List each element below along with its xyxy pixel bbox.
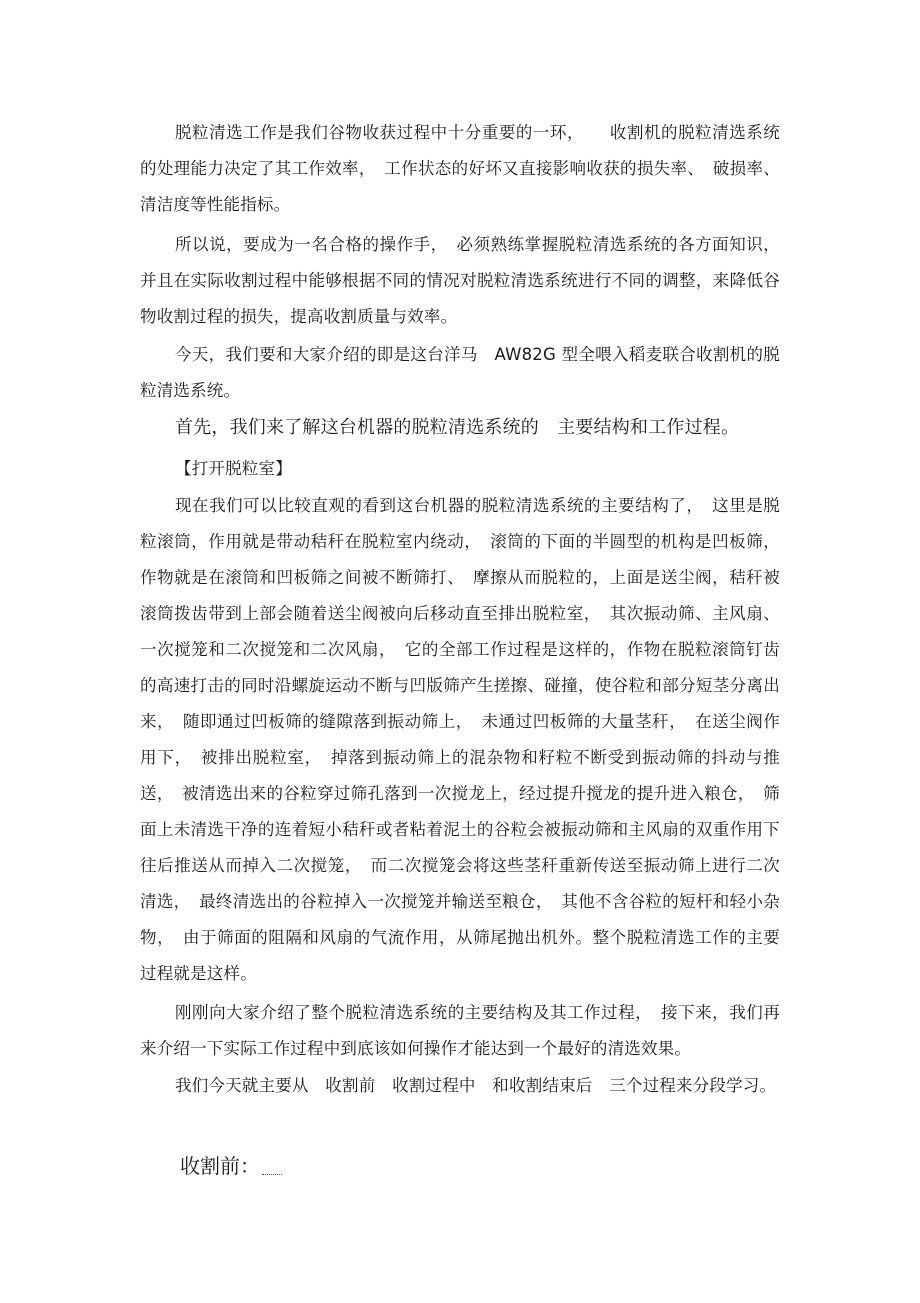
section-heading-text: 收割前：	[180, 1154, 260, 1178]
paragraph-working-process: 现在我们可以比较直观的看到这台机器的脱粒清选系统的主要结构了， 这里是脱粒滚筒，作用就是带动秸秆在脱粒室内绕动， 滚筒的下面的半圆型的机构是凹板筛，作物就是在滚筒和凹板筛之间被不断筛打、 摩擦从而脱粒的，上面是送尘阀，秸秆被滚筒拨齿带到上部会随着送尘阀被向后移动直至排出脱粒室， 其次振动筛、主风扇、一次搅笼和二次搅笼和二次风扇， 它的全部工作过程是这样的，作物在脱粒滚筒钉齿的高速打击的同时沿螺旋运动不断与凹版筛产生搓擦、碰撞，使谷粒和部分短茎分离出来， 随即通过凹板筛的缝隙落到振动筛上， 未通过凹板筛的大量茎秆， 在送尘阀作用下， 被排出脱粒室， 掉落到振动筛上的混杂物和籽粒不断受到振动筛的抖动与推送， 被清选出来的谷粒穿过筛孔落到一次搅龙上，经过提升搅龙的提升进入粮仓， 筛面上未清选干净的连着短小秸秆或者粘着泥土的谷粒会被振动筛和主风扇的双重作用下往后推送从而掉入二次搅笼， 而二次搅笼会将这些茎秆重新传送至振动筛上进行二次清选， 最终清选出的谷粒掉入一次搅笼并输送至粮仓， 其他不含谷粒的短杆和轻小杂物， 由于筛面的阻隔和风扇的气流作用，从筛尾抛出机外。整个脱粒清选工作的主要过程就是这样。	[140, 496, 780, 983]
paragraph-open-chamber: 【打开脱粒室】	[175, 459, 292, 478]
heading-dotted-underline	[262, 1154, 282, 1175]
paragraph-machine-intro: 今天，我们要和大家介绍的即是这台洋马 AW82G 型全喂入稻麦联合收割机的脱粒清选系统。	[140, 345, 780, 400]
paragraph-stages: 我们今天就主要从 收割前 收割过程中 和收割结束后 三个过程来分段学习。	[175, 1076, 777, 1095]
section-heading-before-harvest	[180, 1148, 282, 1184]
paragraph-structure-intro: 首先，我们来了解这台机器的脱粒清选系统的 主要结构和工作过程。	[175, 417, 740, 438]
paragraph-transition: 刚刚向大家介绍了整个脱粒清选系统的主要结构及其工作过程， 接下来，我们再来介绍一下实际工作过程中到底该如何操作才能达到一个最好的清选效果。	[140, 1003, 780, 1058]
paragraph-intro: 脱粒清选工作是我们谷物收获过程中十分重要的一环， 收割机的脱粒清选系统的处理能力决定了其工作效率， 工作状态的好坏又直接影响收获的损失率、 破损率、清洁度等性能指标。	[140, 123, 780, 214]
paragraph-operator: 所以说，要成为一名合格的操作手， 必须熟练掌握脱粒清选系统的各方面知识，并且在实际收割过程中能够根据不同的情况对脱粒清选系统进行不同的调整，来降低谷物收割过程的损失，提高收割质量与效率。	[140, 235, 780, 326]
